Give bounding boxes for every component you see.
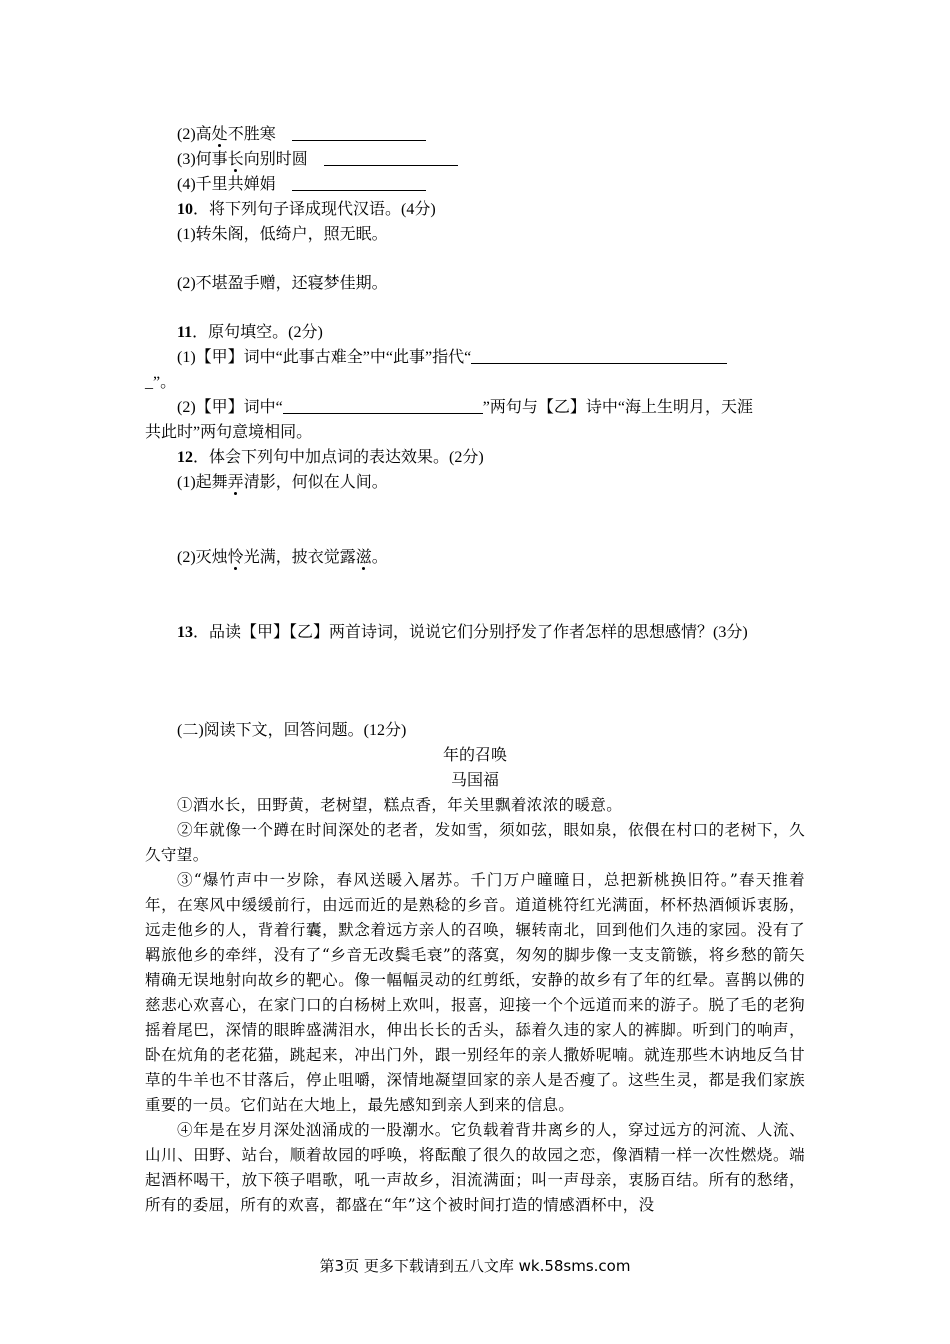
article-title: 年的召唤 xyxy=(442,747,507,764)
dotted-char: 怜 xyxy=(227,549,244,566)
dotted-char: 滋 xyxy=(355,549,372,566)
q9-item-3 xyxy=(145,147,805,172)
answer-space[interactable] xyxy=(145,645,805,695)
q11-item-2-cont: 共此时”两句意境相同。 xyxy=(145,424,313,441)
q11-text: (2)【甲】词中“ xyxy=(177,399,283,416)
article-paragraph: ②年就像一个蹲在时间深处的老者，发如雪，须如弦，眼如泉，依偎在村口的老树下，久久守望。 xyxy=(145,821,805,864)
q9-item-text: (4)千里共 xyxy=(177,176,244,193)
dotted-char: 弄 xyxy=(227,474,244,491)
q12-text: 。 xyxy=(371,549,388,566)
dotted-char: 处 xyxy=(211,126,228,143)
q9-item-text: 向别时圆 xyxy=(243,151,308,168)
q12-text: (2)灭烛 xyxy=(177,549,228,566)
answer-space[interactable] xyxy=(145,570,805,620)
page-footer: 第3页 更多下载请到五八文库 wk.58sms.com xyxy=(319,1257,631,1275)
article-paragraph: ①酒水长，田野黄，老树望，糕点香，年关里飘着浓浓的暖意。 xyxy=(177,796,623,814)
q11-text: (1)【甲】词中“此事古难全”中“此事”指代“ xyxy=(177,349,472,366)
q10-sentence-2: (2)不堪盈手赠，还寝梦佳期。 xyxy=(177,275,388,292)
answer-space[interactable] xyxy=(145,247,805,271)
article-paragraph: ④年是在岁月深处汹涌成的一股潮水。它负载着背井离乡的人，穿过远方的河流、人流、山川、田野、站台，顺着故园的呼唤，将酝酿了很久的故园之恋，像酒精一样一次性燃烧。端起酒杯喝干，放下筷子唱歌，吼一声故乡，泪流满面；叫一声母亲，衷肠百结。所有的愁绪，所有的委屈，所有的欢喜，都盛在“年”这个被时间打造的情感酒杯中，没 xyxy=(145,1121,805,1214)
question-10 xyxy=(145,197,805,222)
question-number: 10 xyxy=(177,201,193,218)
question-text: ．将下列句子译成现代汉语。(4分) xyxy=(193,201,436,218)
dotted-char: 长 xyxy=(227,151,244,168)
article-paragraph: ③“爆竹声中一岁除，春风送暖入屠苏。千门万户曈曈日，总把新桃换旧符。”春天推着年，在寒风中缓缓前行，由远而近的是熟稔的乡音。道道桃符红光满面，杯杯热酒倾诉衷肠，远走他乡的人，背着行囊，默念着远方亲人的召唤，辗转南北，回到他们久违的家园。没有了羁旅他乡的牵绊，没有了“乡音无改鬓毛衰”的落寞，匆匆的脚步像一支支箭镞，将乡愁的箭矢精确无误地射向故乡的靶心。像一幅幅灵动的红剪纸，安静的故乡有了年的红晕。喜鹊以佛的慈悲心欢喜心，在家门口的白杨树上欢叫，报喜，迎接一个个远道而来的游子。脱了毛的老狗摇着尾巴，深情的眼眸盛满泪水，伸出长长的舌头，舔着久违的家人的裤脚。听到门的响声，卧在炕角的老花猫，跳起来，冲出门外，跟一别经年的亲人撒娇呢喃。就连那些木讷地反刍甘草的牛羊也不甘落后，停止咀嚼，深情地凝望回家的亲人是否瘦了。这些生灵，都是我们家族重要的一员。它们站在大地上，最先感知到亲人到来的信息。 xyxy=(145,871,805,1114)
q11-text: ”两句与【乙】诗中“海上生明月，天涯 xyxy=(482,399,753,416)
answer-space[interactable] xyxy=(145,296,805,320)
document-page xyxy=(145,122,805,1218)
q9-item-text: 婵娟 xyxy=(243,176,276,193)
q12-item-1 xyxy=(145,470,805,495)
question-number: 12 xyxy=(177,449,193,466)
q12-text: 光满，披衣觉露 xyxy=(243,549,356,566)
q12-item-2 xyxy=(145,545,805,570)
q11-item-1 xyxy=(145,345,805,370)
question-number: 11 xyxy=(177,324,193,341)
q9-item-text: (3)何事 xyxy=(177,151,228,168)
question-13 xyxy=(145,620,805,645)
question-text: ．品读【甲】【乙】两首诗词，说说它们分别抒发了作者怎样的思想感情？(3分) xyxy=(193,624,748,641)
q11-item-1-end: _”。 xyxy=(145,374,177,391)
answer-blank[interactable] xyxy=(471,347,727,364)
answer-blank[interactable] xyxy=(292,124,426,141)
question-number: 13 xyxy=(177,624,193,641)
answer-blank[interactable] xyxy=(292,174,426,191)
question-text: ．原句填空。(2分) xyxy=(192,324,323,341)
q9-item-2 xyxy=(145,122,805,147)
answer-blank[interactable] xyxy=(283,397,483,414)
q11-item-2 xyxy=(145,395,805,420)
article-author: 马国福 xyxy=(450,772,499,789)
q10-sentence-1: (1)转朱阁，低绮户，照无眠。 xyxy=(177,226,388,243)
q12-text: 清影，何似在人间。 xyxy=(243,474,388,491)
question-11 xyxy=(145,320,805,345)
question-text: ．体会下列句中加点词的表达效果。(2分) xyxy=(193,449,484,466)
question-12 xyxy=(145,445,805,470)
q9-item-text: (2)高 xyxy=(177,126,212,143)
article-body xyxy=(145,793,805,1218)
q9-item-4 xyxy=(145,172,805,197)
q9-item-text: 不胜寒 xyxy=(227,126,276,143)
answer-space[interactable] xyxy=(145,495,805,545)
q12-text: (1)起舞 xyxy=(177,474,228,491)
answer-blank[interactable] xyxy=(324,149,458,166)
section-heading: (二)阅读下文，回答问题。(12分) xyxy=(177,722,407,739)
